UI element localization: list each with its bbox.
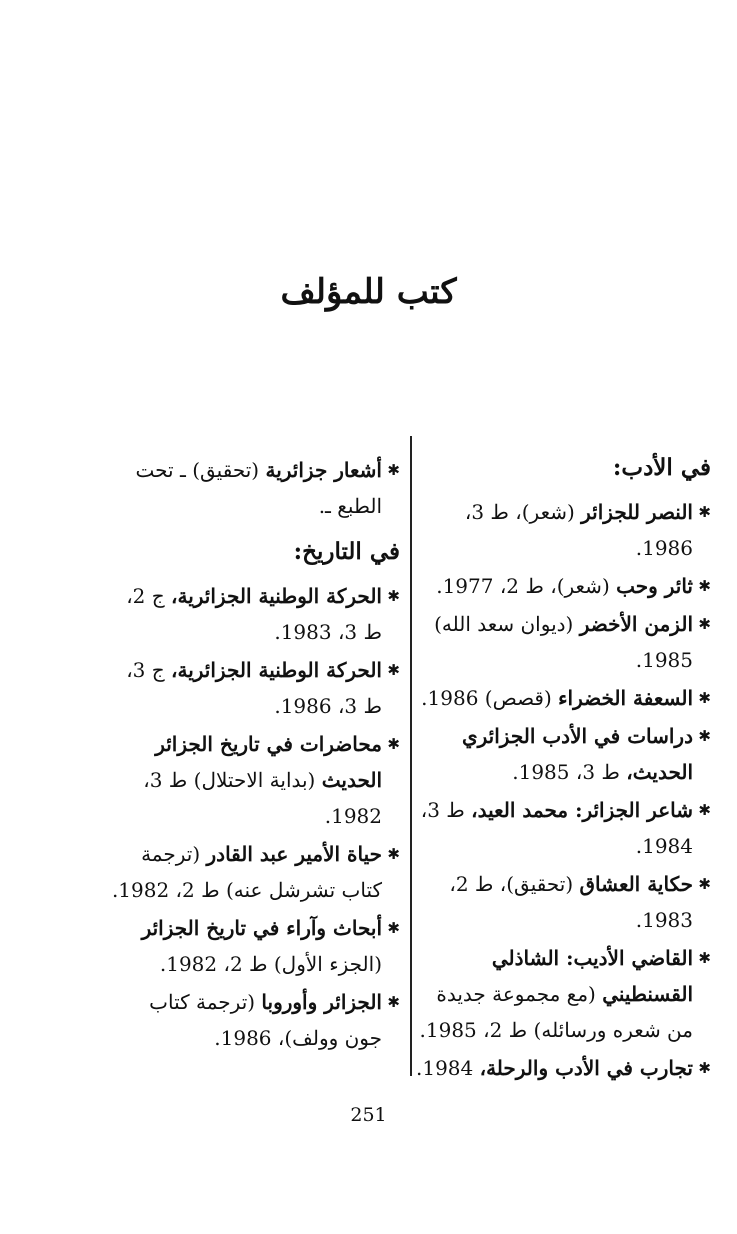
book-title: القاضي الأديب: الشاذلي القسنطيني bbox=[491, 946, 693, 1006]
book-entry bbox=[110, 578, 400, 650]
book-title: محاضرات في تاريخ الجزائر الحديث bbox=[155, 732, 382, 792]
book-entry bbox=[110, 726, 400, 834]
book-title: حكاية العشاق bbox=[579, 872, 693, 896]
book-title: أشعار جزائرية bbox=[265, 458, 382, 482]
book-details: (ترجمة كتاب جون وولف)، 1986. bbox=[149, 990, 382, 1050]
literature-column bbox=[415, 448, 711, 1088]
book-title: شاعر الجزائر: محمد العيد، bbox=[471, 798, 693, 822]
book-details: (قصص) 1986. bbox=[421, 686, 559, 710]
book-title: دراسات في الأدب الجزائري الحديث، bbox=[461, 724, 693, 784]
book-details: (تحقيق)، ط 2، 1983. bbox=[449, 872, 693, 932]
page-title: كتب للمؤلف bbox=[280, 272, 457, 312]
star-bullet-icon: ✱ bbox=[387, 587, 400, 605]
literature-heading: في الأدب: bbox=[612, 454, 711, 481]
book-details: ط 3، 1985. bbox=[512, 760, 627, 784]
star-bullet-icon: ✱ bbox=[387, 993, 400, 1011]
book-title: الحركة الوطنية الجزائرية، bbox=[171, 658, 382, 682]
book-title: الحركة الوطنية الجزائرية، bbox=[171, 584, 382, 608]
book-details: (مع مجموعة جديدة من شعره ورسائله) ط 2، 1985. bbox=[419, 982, 693, 1042]
star-bullet-icon: ✱ bbox=[387, 461, 400, 479]
book-details: (تحقيق) ـ تحت الطبع ـ. bbox=[135, 458, 382, 518]
star-bullet-icon: ✱ bbox=[698, 503, 711, 521]
star-bullet-icon: ✱ bbox=[698, 1059, 711, 1077]
book-details: ج 2، ط 3، 1983. bbox=[126, 584, 382, 644]
book-details: 1984. bbox=[415, 1056, 480, 1080]
book-entry bbox=[110, 652, 400, 724]
book-details: (بداية الاحتلال) ط 3، 1982. bbox=[143, 768, 382, 828]
star-bullet-icon: ✱ bbox=[698, 615, 711, 633]
star-bullet-icon: ✱ bbox=[387, 735, 400, 753]
book-details: (ديوان سعد الله) 1985. bbox=[434, 612, 693, 672]
history-heading: في التاريخ: bbox=[293, 538, 400, 565]
star-bullet-icon: ✱ bbox=[387, 919, 400, 937]
book-details: (شعر)، ط 3، 1986. bbox=[464, 500, 693, 560]
book-entry bbox=[415, 940, 711, 1048]
book-details: ج 3، ط 3، 1986. bbox=[126, 658, 382, 718]
book-entry bbox=[415, 494, 711, 566]
star-bullet-icon: ✱ bbox=[387, 661, 400, 679]
book-entry bbox=[110, 452, 400, 524]
book-details: (ترجمة كتاب تشرشل عنه) ط 2، 1982. bbox=[111, 842, 382, 902]
book-entry bbox=[415, 606, 711, 678]
book-entry bbox=[415, 680, 711, 716]
book-entry bbox=[110, 910, 400, 982]
book-entry bbox=[110, 984, 400, 1056]
book-title: أبحاث وآراء في تاريخ الجزائر bbox=[141, 916, 382, 940]
book-title: حياة الأمير عبد القادر bbox=[206, 842, 382, 866]
book-title: السعفة الخضراء bbox=[558, 686, 693, 710]
star-bullet-icon: ✱ bbox=[698, 875, 711, 893]
page-number: 251 bbox=[350, 1104, 387, 1126]
star-bullet-icon: ✱ bbox=[698, 801, 711, 819]
column-divider bbox=[410, 436, 412, 1076]
star-bullet-icon: ✱ bbox=[698, 689, 711, 707]
history-column bbox=[110, 452, 400, 1058]
book-title: النصر للجزائر bbox=[581, 500, 693, 524]
book-title: ثائر وحب bbox=[616, 574, 693, 598]
book-entry bbox=[110, 836, 400, 908]
book-entry bbox=[415, 792, 711, 864]
book-title: الزمن الأخضر bbox=[579, 612, 693, 636]
star-bullet-icon: ✱ bbox=[698, 577, 711, 595]
book-entry bbox=[415, 866, 711, 938]
book-details: ط 3، 1984. bbox=[420, 798, 693, 858]
book-entry bbox=[415, 568, 711, 604]
book-title: تجارب في الأدب والرحلة، bbox=[479, 1056, 693, 1080]
book-title: الجزائر وأوروبا bbox=[261, 990, 382, 1014]
book-entry bbox=[415, 718, 711, 790]
star-bullet-icon: ✱ bbox=[698, 727, 711, 745]
book-details: (الجزء الأول) ط 2، 1982. bbox=[159, 952, 382, 976]
book-details: (شعر)، ط 2، 1977. bbox=[436, 574, 617, 598]
star-bullet-icon: ✱ bbox=[698, 949, 711, 967]
book-entry bbox=[415, 1050, 711, 1086]
star-bullet-icon: ✱ bbox=[387, 845, 400, 863]
